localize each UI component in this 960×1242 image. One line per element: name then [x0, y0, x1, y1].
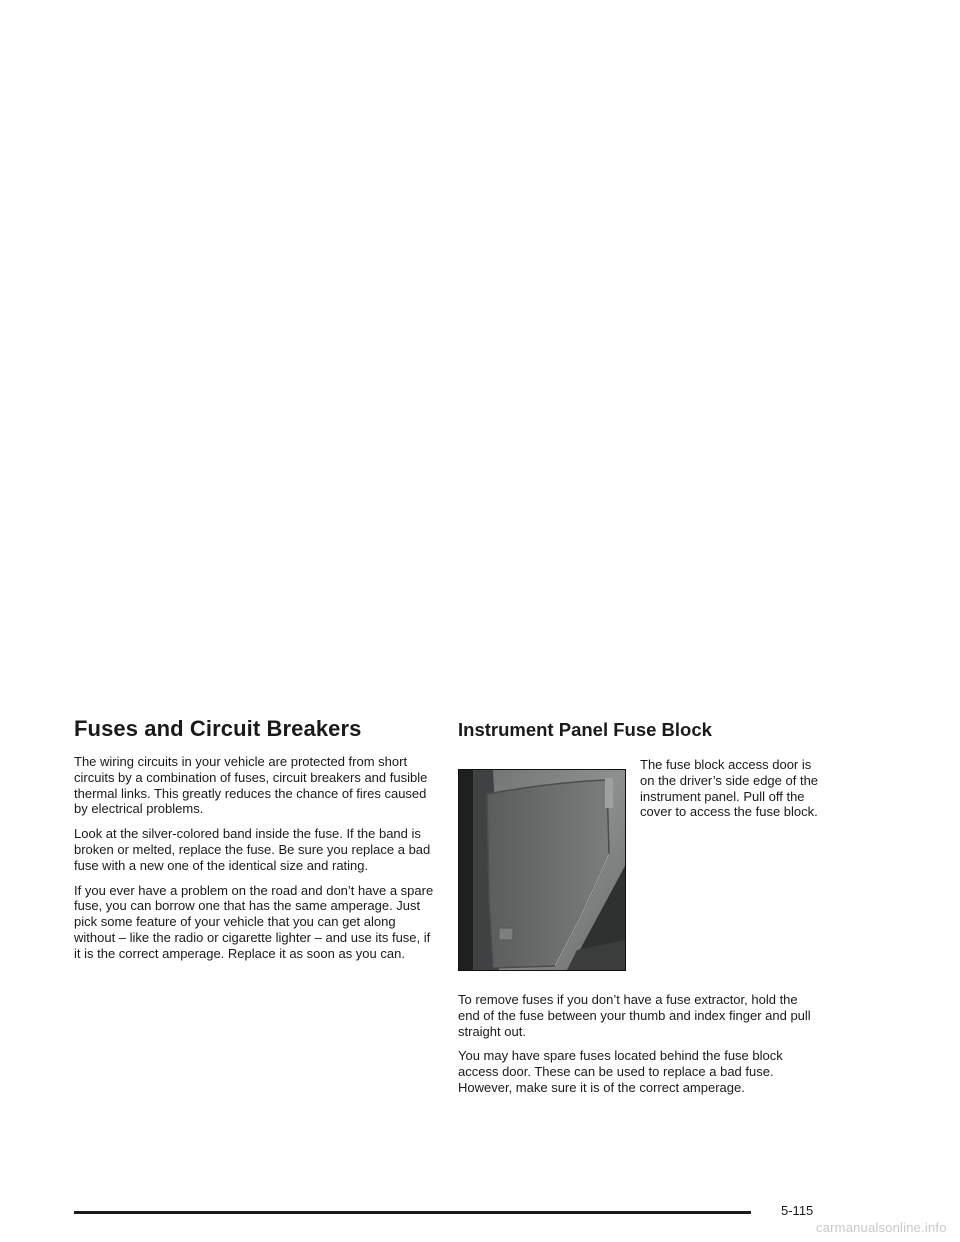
photo-caption	[640, 757, 820, 820]
left-column	[74, 716, 434, 971]
section-title-fuses-and-circuit-breakers: Fuses and Circuit Breakers	[74, 716, 362, 741]
paragraph-silver-band: Look at the silver-colored band inside the fuse. If the band is broken or melted, replace the fuse. Be sure you replace a bad fuse with a new one of the identical size and rating.	[74, 826, 431, 873]
paragraph-wiring-circuits: The wiring circuits in your vehicle are protected from short circuits by a combination of fuses, circuit breakers and fusible thermal links. This greatly reduces the chance of fires caused by electrical problems.	[74, 754, 428, 817]
fuse-block-door-illustration	[459, 770, 625, 970]
watermark-text: carmanualsonline.info	[816, 1220, 947, 1235]
paragraph-spare-fuse: If you ever have a problem on the road and don’t have a spare fuse, you can borrow one that has the same amperage. Just pick some feature of your vehicle that you can get along without – like the radio or cigarette lighter – and use its fuse, if it is the correct amperage. Replace it as soon as you can.	[74, 882, 434, 961]
caption-text: The fuse block access door is on the driver’s side edge of the instrument panel. Pull off the cover to access the fuse block.	[640, 757, 819, 820]
footer-divider	[74, 1211, 751, 1214]
fuse-block-photo	[458, 769, 626, 971]
section-title-instrument-panel-fuse-block: Instrument Panel Fuse Block	[458, 719, 712, 740]
paragraph-remove-fuses: To remove fuses if you don’t have a fuse extractor, hold the end of the fuse between your thumb and index finger and pull straight out.	[458, 992, 811, 1039]
page-number: 5-115	[781, 1203, 814, 1218]
figure-row	[458, 757, 820, 992]
paragraph-spare-fuses-location: You may have spare fuses located behind the fuse block access door. These can be used to replace a bad fuse. However, make sure it is of the correct amperage.	[458, 1048, 783, 1095]
right-column	[458, 716, 820, 1105]
